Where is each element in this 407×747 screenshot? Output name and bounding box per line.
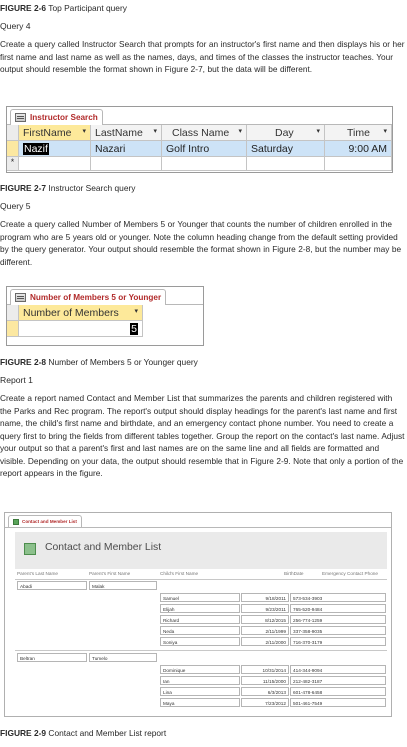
new-record-marker: * (7, 157, 19, 171)
dropdown-arrow-icon[interactable]: ▾ (238, 128, 242, 135)
select-all-cell[interactable] (7, 305, 19, 321)
record-selector[interactable] (7, 141, 19, 157)
new-record-row (7, 157, 392, 171)
child-birthdate: 7/23/2012 (241, 698, 289, 707)
new-cell[interactable] (91, 157, 162, 171)
emergency-phone: 212-482-3187 (290, 676, 386, 685)
tab-instructor-search[interactable] (10, 109, 103, 125)
child-first-name: Dominique (160, 665, 240, 674)
cell-class-name[interactable]: Golf Intro (162, 141, 247, 157)
tab-label: Number of Members 5 or Younger (30, 293, 162, 302)
header-row (7, 305, 203, 321)
column-header-class-name[interactable]: Class Name ▾ (162, 125, 247, 141)
dropdown-arrow-icon[interactable]: ▾ (153, 128, 157, 135)
child-birthdate: 11/15/2000 (241, 676, 289, 685)
divider (15, 579, 387, 580)
cell-day[interactable]: Saturday (247, 141, 325, 157)
cell-firstname[interactable]: Nazif (19, 141, 91, 157)
members-query-window (6, 286, 204, 346)
emergency-phone: 765-520-9484 (290, 604, 386, 613)
child-first-name: Samuel (160, 593, 240, 602)
parent-last-name: Abadi (17, 581, 87, 590)
figure-label: FIGURE 2-6 (0, 3, 47, 13)
column-header-firstname[interactable]: FirstName ▾ (19, 125, 91, 141)
child-birthdate: 8/12/2015 (241, 615, 289, 624)
cell-time[interactable]: 9:00 AM (325, 141, 392, 157)
instructor-search-window (6, 106, 393, 173)
child-first-name: Elijah (160, 604, 240, 613)
select-all-cell[interactable] (7, 125, 19, 141)
emergency-phone: 601-478-6458 (290, 687, 386, 696)
cell-number-of-members[interactable]: 5 (19, 321, 143, 337)
child-birthdate: 6/3/2013 (241, 687, 289, 696)
child-first-name: Lina (160, 687, 240, 696)
figure-label: FIGURE 2-7 (0, 183, 47, 193)
table-row (7, 141, 392, 157)
emergency-phone: 256-774-1259 (290, 615, 386, 624)
tab-label: Contact and Member List (22, 519, 77, 524)
child-first-name: Maya (160, 698, 240, 707)
column-header-number-of-members[interactable]: Number of Members ▾ (19, 305, 143, 321)
tab-label: Instructor Search (30, 113, 98, 122)
parent-first-name: Tumelo (89, 653, 157, 662)
child-first-name: Neda (160, 626, 240, 635)
report-1-heading: Report 1 (0, 375, 33, 385)
report-1-text: Create a report named Contact and Member List that summarizes the parents and children registered with the Parks and Rec program. The report's output should display headings for the parent's last name and first name, the child's first name and birthdate, and an emergency contact phone number. You need to create a query first to bring the fields from different tables together. Group the report on the contact's last name. Adjust your output so that a parent's first and last names are on the same line and all fields are formatted and visible. Depending on your data, the output should resemble that in Figure 2-9. Note that only a portion of the report appears in the figure. (0, 393, 405, 478)
figure-2-8-caption (0, 356, 405, 369)
emergency-phone: 501-461-7549 (290, 698, 386, 707)
column-header: BirthDate (284, 571, 304, 576)
child-birthdate: 10/31/2014 (241, 665, 289, 674)
figure-caption-text: Top Participant query (48, 3, 127, 13)
child-birthdate: 2/11/2000 (241, 637, 289, 646)
column-header-lastname[interactable]: LastName ▾ (91, 125, 162, 141)
new-cell[interactable] (247, 157, 325, 171)
figure-2-9-caption (0, 727, 405, 740)
child-first-name: Ian (160, 676, 240, 685)
query-4-text: Create a query called Instructor Search that prompts for an instructor's first name and then displays his or her first name and last name as well as the names, days, and times of the classes the instructor teaches. Your output should resemble the format shown in Figure 2-7, but the data will be different. (0, 39, 405, 74)
cell-lastname[interactable]: Nazari (91, 141, 162, 157)
dropdown-arrow-icon[interactable]: ▾ (316, 128, 320, 135)
figure-2-6-caption (0, 2, 405, 15)
child-birthdate: 2/11/1999 (241, 626, 289, 635)
figure-caption-text: Number of Members 5 or Younger query (48, 357, 198, 367)
emergency-phone: 337-358-9035 (290, 626, 386, 635)
emergency-phone: 414-344-9094 (290, 665, 386, 674)
tab-number-of-members[interactable] (10, 289, 166, 305)
query-icon (15, 293, 26, 302)
record-selector[interactable] (7, 321, 19, 337)
report-title: Contact and Member List (45, 542, 162, 553)
contact-member-report-window (4, 512, 392, 717)
dropdown-arrow-icon[interactable]: ▾ (383, 128, 387, 135)
parent-last-name: Beltran (17, 653, 87, 662)
child-first-name: Richard (160, 615, 240, 624)
table-row (7, 321, 203, 337)
query-5-text: Create a query called Number of Members 5 or Younger that counts the number of children enrolled in the program who are 5 years old or younger. Note the column heading change from the default setting provided by the query generator. Your output should resemble the format shown in Figure 2-8, but the number may be different. (0, 219, 402, 267)
column-header-time[interactable]: Time ▾ (325, 125, 392, 141)
figure-caption-text: Contact and Member List report (48, 728, 167, 738)
header-row (7, 125, 392, 141)
parent-first-name: Malak (89, 581, 157, 590)
divider (15, 650, 387, 651)
emergency-phone: 573-534-3903 (290, 593, 386, 602)
figure-label: FIGURE 2-8 (0, 357, 47, 367)
query-4-heading: Query 4 (0, 21, 31, 31)
query-icon (15, 113, 26, 122)
new-cell[interactable] (162, 157, 247, 171)
column-header-day[interactable]: Day ▾ (247, 125, 325, 141)
new-cell[interactable] (325, 157, 392, 171)
column-header: Parent's Last Name (17, 571, 59, 576)
column-header: Child's First Name (160, 571, 199, 576)
child-first-name: Soniya (160, 637, 240, 646)
tab-strip-line (5, 527, 391, 528)
figure-label: FIGURE 2-9 (0, 728, 47, 738)
tab-contact-member-list[interactable] (8, 515, 82, 527)
dropdown-arrow-icon[interactable]: ▾ (134, 308, 138, 315)
figure-caption-text: Instructor Search query (48, 183, 136, 193)
report-icon (13, 519, 19, 525)
column-header: Emergency Contact Phone (322, 571, 379, 576)
figure-2-7-caption (0, 182, 405, 195)
emergency-phone: 716-370-3179 (290, 637, 386, 646)
child-birthdate: 9/23/2011 (241, 604, 289, 613)
child-birthdate: 9/18/2011 (241, 593, 289, 602)
report-icon (24, 543, 36, 555)
query-5-heading: Query 5 (0, 201, 31, 211)
column-header: Parent's First Name (89, 571, 131, 576)
dropdown-arrow-icon[interactable]: ▾ (82, 128, 86, 135)
new-cell[interactable] (19, 157, 91, 171)
report-header-band (15, 532, 387, 569)
